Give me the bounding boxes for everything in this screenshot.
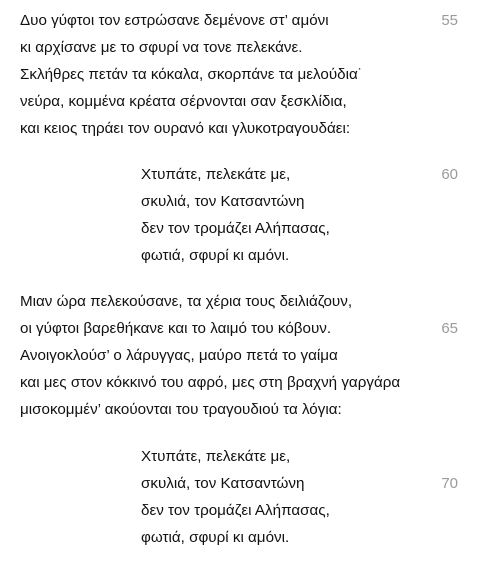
refrain-line <box>0 243 497 269</box>
verse-line <box>0 8 497 34</box>
verse-line <box>0 116 497 142</box>
line-number: 65 <box>441 320 458 337</box>
verse-text: μισοκομμέν’ ακούονται του τραγουδιού τα λόγια: <box>20 401 342 418</box>
verse-text: κι αρχίσανε με το σφυρί να τονε πελεκάνε. <box>20 39 303 56</box>
verse-text: σκυλιά, τον Κατσαντώνη <box>141 193 305 210</box>
verse-text: Χτυπάτε, πελεκάτε με, <box>141 448 291 465</box>
refrain-line <box>0 189 497 215</box>
refrain-line <box>0 471 497 497</box>
verse-line <box>0 343 497 369</box>
verse-line <box>0 62 497 88</box>
refrain-line <box>0 525 497 551</box>
verse-line <box>0 316 497 342</box>
verse-line <box>0 289 497 315</box>
verse-text: δεν τον τρομάζει Αλήπασας, <box>141 502 330 519</box>
verse-text: και κειος τηράει τον ουρανό και γλυκοτραγουδάει: <box>20 120 351 137</box>
verse-text: οι γύφτοι βαρεθήκανε και το λαιμό του κόβουν. <box>20 320 332 337</box>
verse-text: φωτιά, σφυρί κι αμόνι. <box>141 529 290 546</box>
verse-line <box>0 89 497 115</box>
verse-text: σκυλιά, τον Κατσαντώνη <box>141 475 305 492</box>
verse-line <box>0 370 497 396</box>
verse-text: Μιαν ώρα πελεκούσανε, τα χέρια τους δειλιάζουν, <box>20 293 353 310</box>
verse-text: Χτυπάτε, πελεκάτε με, <box>141 166 291 183</box>
verse-text: νεύρα, κομμένα κρέατα σέρνονται σαν ξεσκλίδια, <box>20 93 347 110</box>
verse-text: Δυο γύφτοι τον εστρώσανε δεμένονε στ’ αμόνι <box>20 12 329 29</box>
refrain-line <box>0 216 497 242</box>
line-number: 60 <box>441 166 458 183</box>
refrain-line <box>0 444 497 470</box>
line-number: 55 <box>441 12 458 29</box>
refrain-line <box>0 498 497 524</box>
verse-line <box>0 397 497 423</box>
verse-text: και μες στον κόκκινό του αφρό, μες στη βραχνή γαργάρα <box>20 374 401 391</box>
refrain-line <box>0 162 497 188</box>
verse-text: Σκλήθρες πετάν τα κόκαλα, σκορπάνε τα μελούδια˙ <box>20 66 363 83</box>
line-number: 70 <box>441 475 458 492</box>
verse-line <box>0 35 497 61</box>
verse-text: δεν τον τρομάζει Αλήπασας, <box>141 220 330 237</box>
verse-text: Ανοιγοκλούσ’ ο λάρυγγας, μαύρο πετά το γαίμα <box>20 347 338 364</box>
verse-text: φωτιά, σφυρί κι αμόνι. <box>141 247 290 264</box>
